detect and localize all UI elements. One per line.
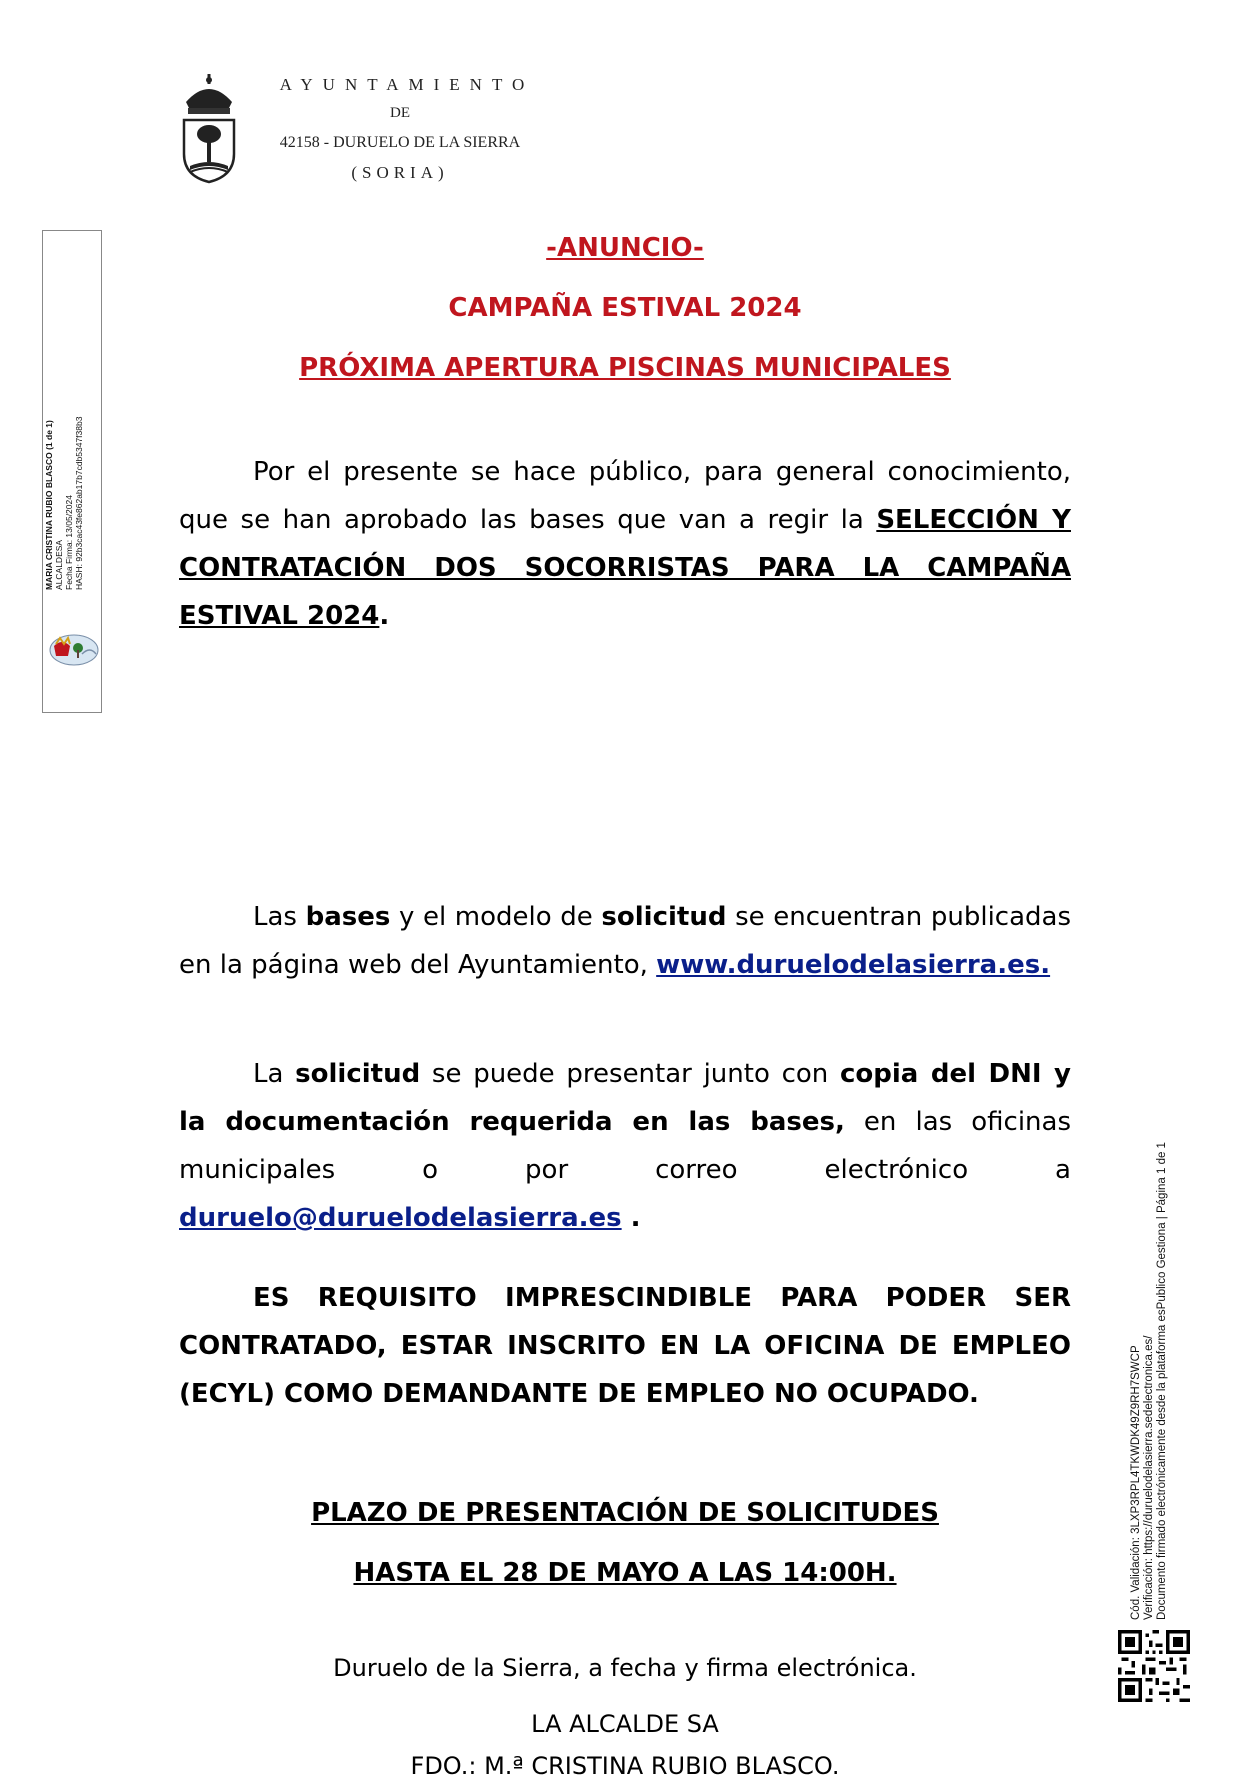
bases-text-e: se encuentran publicadas en la página web del Ayuntamiento, [179,902,1072,980]
submission-docs: copia del DNI y la documentación requerida en las bases, [179,1059,1072,1137]
signer-name: MARIA CRISTINA RUBIO BLASCO (1 de 1) [44,420,54,590]
signature-hash: HASH: 92b3cac43fe862ab17b7cdb5347f38b3 [74,416,84,590]
signer-role: ALCALDESA [54,539,64,590]
platform-note: Documento firmado electrónicamente desde la plataforma esPublico Gestiona | Página 1 de 1 [1156,1142,1168,1620]
verification-text [1130,1060,1169,1620]
header-line-town: 42158 - DURUELO DE LA SIERRA [279,134,521,151]
municipality-header [240,72,560,188]
approval-end: . [379,601,390,631]
qr-code-icon [1118,1630,1190,1702]
paragraph-submission [179,1050,1071,1242]
validation-code: Cód. Validación: 3LXP3RPL4TKWDK49Z9RH7SWCP [1130,1345,1142,1620]
solicitud-word: solicitud [601,902,727,932]
header-line-province: (SORIA) [351,163,449,182]
submission-solicitud: solicitud [295,1059,421,1089]
approval-selection-bold: SELECCIÓN Y CONTRATACIÓN DOS SOCORRISTAS PARA LA CAMPAÑA ESTIVAL 2024 [179,505,1071,631]
verification-url: Verificación: https://duruelodelasierra.sedelectronica.es/ [1143,1335,1155,1620]
deadline-title: PLAZO DE PRESENTACIÓN DE SOLICITUDES [311,1498,939,1528]
bases-text-a: Las [253,902,306,932]
closing-place: Duruelo de la Sierra, a fecha y firma electrónica. [333,1654,917,1682]
title-campaign: CAMPAÑA ESTIVAL 2024 [448,293,802,323]
municipal-seal-icon [48,632,100,668]
paragraph-requirement [179,1274,1071,1418]
header-line-ayuntamiento: AYUNTAMIENTO [279,75,535,94]
closing-signature: FDO.: M.ª CRISTINA RUBIO BLASCO. [410,1752,840,1780]
email-link[interactable]: duruelo@duruelodelasierra.es [179,1203,622,1233]
header-line-de: DE [390,105,410,121]
requirement-text: ES REQUISITO IMPRESCINDIBLE PARA PODER SER CONTRATADO, ESTAR INSCRITO EN LA OFICINA DE EMPLEO (ECYL) COMO DEMANDANTE DE EMPLEO NO OCUPADO. [179,1283,1071,1409]
bases-text-c: y el modelo de [390,902,602,932]
submission-text-a: La [253,1059,296,1089]
bases-word: bases [305,902,391,932]
title-anuncio: -ANUNCIO- [546,233,704,263]
coat-of-arms-icon [178,74,240,184]
title-pool-opening: PRÓXIMA APERTURA PISCINAS MUNICIPALES [299,353,951,383]
signature-date: Fecha Firma: 13/05/2024 [64,495,74,590]
approval-text: Por el presente se hace público, para general conocimiento, que se han aprobado las bases que van a regir la [179,457,1071,535]
website-link[interactable]: www.duruelodelasierra.es. [656,950,1051,980]
submission-end: . [621,1203,641,1233]
paragraph-bases [179,893,1071,989]
submission-text-c: se puede presentar junto con [420,1059,840,1089]
signature-details [44,370,84,590]
submission-text-e: en las oficinas municipales o por correo electrónico a [179,1107,1072,1185]
deadline-date: HASTA EL 28 DE MAYO A LAS 14:00H. [353,1558,897,1588]
paragraph-approval [179,448,1071,640]
closing-role: LA ALCALDE SA [531,1710,719,1738]
